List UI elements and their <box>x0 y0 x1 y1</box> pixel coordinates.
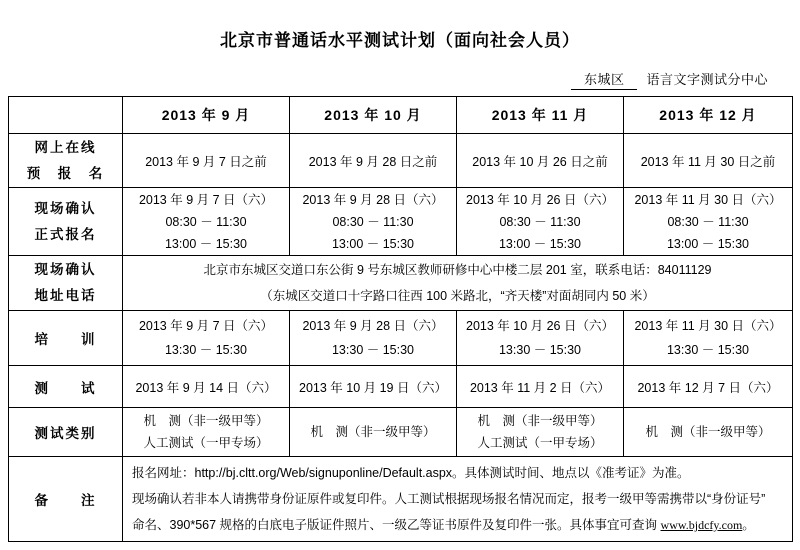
notes-line3-text: 命名、390*567 规格的白底电子版证件照片、一级乙等证书原件及复印件一张。具体事宜可查询 <box>132 518 661 532</box>
row-label-line: 地址电话 <box>34 288 97 303</box>
row-label-line: 现场确认 <box>34 262 97 277</box>
row-label-line: 预 报 名 <box>26 165 105 181</box>
confirm-time-pm: 13:00 － 15:30 <box>331 236 414 251</box>
category-cell <box>624 408 793 457</box>
confirm-time-pm: 13:00 － 15:30 <box>498 236 581 251</box>
confirm-time-am: 08:30 － 11:30 <box>499 214 581 229</box>
training-time: 13:30 － 15:30 <box>164 343 247 357</box>
category-cell <box>457 408 624 457</box>
online-signup-cell: 2013 年 11 月 30 日之前 <box>624 134 793 188</box>
confirm-time-am: 08:30 － 11:30 <box>667 214 749 229</box>
category-manual: 人工测试（一甲专场） <box>143 436 269 450</box>
confirm-time-am: 08:30 － 11:30 <box>165 214 247 229</box>
onsite-confirm-row <box>9 188 793 256</box>
month-header: 2013 年 11 月 <box>457 97 624 134</box>
test-cell: 2013 年 10 月 19 日（六） <box>290 366 457 408</box>
category-machine: 机 测（非一级甲等） <box>310 425 436 439</box>
month-header: 2013 年 10 月 <box>290 97 457 134</box>
notes-cell <box>123 457 793 542</box>
category-row <box>9 408 793 457</box>
subtitle <box>0 69 800 90</box>
row-label-notes: 备 注 <box>9 457 123 542</box>
onsite-confirm-cell <box>123 188 290 256</box>
category-manual: 人工测试（一甲专场） <box>477 436 603 450</box>
confirm-time-pm: 13:00 － 15:30 <box>164 236 247 251</box>
training-cell <box>457 311 624 366</box>
website-link: www.bjdcfy.com <box>660 518 743 532</box>
training-time: 13:30 － 15:30 <box>666 343 749 357</box>
training-row <box>9 311 793 366</box>
category-machine: 机 测（非一级甲等） <box>645 425 771 439</box>
confirm-date: 2013 年 11 月 30 日（六） <box>634 192 782 207</box>
training-cell <box>123 311 290 366</box>
confirm-date: 2013 年 9 月 28 日（六） <box>302 192 444 207</box>
district-name: 东城区 <box>571 69 638 90</box>
row-label-address <box>9 256 123 311</box>
row-label-test: 测 试 <box>9 366 123 408</box>
address-row <box>9 256 793 311</box>
confirm-time-pm: 13:00 － 15:30 <box>666 236 749 251</box>
category-cell <box>290 408 457 457</box>
row-label-category: 测试类别 <box>9 408 123 457</box>
row-label-line: 现场确认 <box>34 200 97 216</box>
notes-line1: 报名网址：http://bj.cltt.org/Web/signuponline/Default.aspx。具体测试时间、地点以《准考证》为准。 <box>132 466 690 480</box>
center-name: 语言文字测试分中心 <box>646 72 768 87</box>
row-label-line: 正式报名 <box>34 226 97 242</box>
notes-row <box>9 457 793 542</box>
test-cell: 2013 年 9 月 14 日（六） <box>123 366 290 408</box>
training-date: 2013 年 10 月 26 日（六） <box>466 319 614 333</box>
row-label-line: 网上在线 <box>34 139 97 155</box>
notes-line3 <box>132 512 786 538</box>
category-machine: 机 测（非一级甲等） <box>143 414 269 428</box>
corner-cell <box>9 97 123 134</box>
test-cell: 2013 年 11 月 2 日（六） <box>457 366 624 408</box>
test-cell: 2013 年 12 月 7 日（六） <box>624 366 793 408</box>
category-machine: 机 测（非一级甲等） <box>477 414 603 428</box>
training-time: 13:30 － 15:30 <box>498 343 581 357</box>
notes-line2: 现场确认若非本人请携带身份证原件或复印件。人工测试根据现场报名情况而定，报考一级甲等需携带以“身份证号” <box>132 492 766 506</box>
month-header: 2013 年 9 月 <box>123 97 290 134</box>
address-cell <box>123 256 793 311</box>
training-date: 2013 年 9 月 28 日（六） <box>302 319 444 333</box>
training-date: 2013 年 9 月 7 日（六） <box>138 319 274 333</box>
row-label-training: 培 训 <box>9 311 123 366</box>
row-label-online-signup <box>9 134 123 188</box>
address-line1: 北京市东城区交道口东公街 9 号东城区教师研修中心中楼二层 201 室，联系电话：84011129 <box>203 263 712 277</box>
onsite-confirm-cell <box>457 188 624 256</box>
notes-line3-end: 。 <box>742 518 755 532</box>
address-line2: （东城区交道口十字路口往西 100 米路北，“齐天楼”对面胡同内 50 米） <box>260 289 655 303</box>
month-header-row <box>9 97 793 134</box>
online-signup-cell: 2013 年 10 月 26 日之前 <box>457 134 624 188</box>
category-cell <box>123 408 290 457</box>
onsite-confirm-cell <box>290 188 457 256</box>
online-signup-row <box>9 134 793 188</box>
online-signup-cell: 2013 年 9 月 7 日之前 <box>123 134 290 188</box>
training-cell <box>290 311 457 366</box>
confirm-time-am: 08:30 － 11:30 <box>332 214 414 229</box>
page-title: 北京市普通话水平测试计划（面向社会人员） <box>220 31 580 50</box>
confirm-date: 2013 年 9 月 7 日（六） <box>138 192 274 207</box>
online-signup-cell: 2013 年 9 月 28 日之前 <box>290 134 457 188</box>
training-cell <box>624 311 793 366</box>
row-label-onsite-confirm <box>9 188 123 256</box>
month-header: 2013 年 12 月 <box>624 97 793 134</box>
training-date: 2013 年 11 月 30 日（六） <box>634 319 782 333</box>
training-time: 13:30 － 15:30 <box>331 343 414 357</box>
confirm-date: 2013 年 10 月 26 日（六） <box>466 192 614 207</box>
test-row <box>9 366 793 408</box>
schedule-table <box>8 96 793 542</box>
onsite-confirm-cell <box>624 188 793 256</box>
